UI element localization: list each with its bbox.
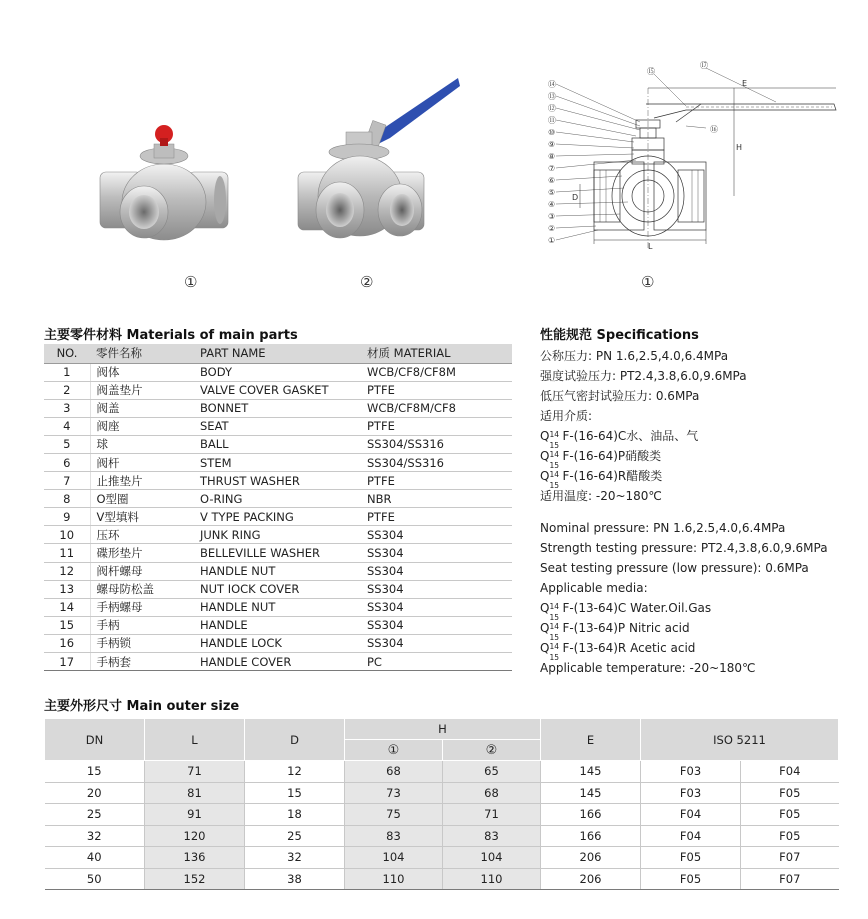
- header-d: D: [245, 719, 345, 761]
- cell: 91: [145, 804, 245, 826]
- spec-media-2-cn: Q 14 15 F-(16-64)P硝酸类: [540, 449, 662, 470]
- cell: 10: [44, 526, 90, 544]
- cell: HANDLE NUT: [194, 562, 361, 580]
- cell: F03: [641, 761, 741, 783]
- spec-media-label-cn: 适用介质:: [540, 409, 593, 423]
- technical-diagram: [536, 58, 848, 254]
- cell: 68: [345, 761, 443, 783]
- cell: 碟形垫片: [90, 544, 194, 562]
- dim-l-label: L: [648, 242, 653, 251]
- cell: 206: [541, 847, 641, 869]
- table-row: [44, 634, 512, 652]
- dim-h-label: H: [736, 143, 743, 152]
- cell: STEM: [194, 453, 361, 471]
- cell: 13: [44, 580, 90, 598]
- spec-nominal-cn: 公称压力: PN 1.6,2.5,4.0,6.4MPa: [540, 349, 729, 363]
- cell: 83: [443, 825, 541, 847]
- materials-title: 主要零件材料 Materials of main parts: [44, 328, 298, 343]
- specs-cn: [540, 346, 747, 506]
- diagram-callout: ⑯: [710, 125, 718, 134]
- cell: PTFE: [361, 381, 512, 399]
- cell: 152: [145, 868, 245, 890]
- table-row: [45, 847, 839, 869]
- header-l: L: [145, 719, 245, 761]
- cell: WCB/CF8/CF8M: [361, 363, 512, 381]
- spec-media-label-en: Applicable media:: [540, 581, 648, 595]
- cell: PTFE: [361, 508, 512, 526]
- cell: 手柄锁: [90, 634, 194, 652]
- cell: 3: [44, 399, 90, 417]
- cell: F04: [641, 825, 741, 847]
- header-dn: DN: [45, 719, 145, 761]
- cell: F04: [741, 761, 839, 783]
- cell: 4: [44, 417, 90, 435]
- cell: SS304: [361, 634, 512, 652]
- cell: F05: [741, 804, 839, 826]
- table-row: [44, 453, 512, 471]
- cell: PTFE: [361, 417, 512, 435]
- cell: BELLEVILLE WASHER: [194, 544, 361, 562]
- diagram-callout: ⑧: [548, 152, 556, 161]
- table-row: [44, 544, 512, 562]
- cell: 145: [541, 782, 641, 804]
- diagram-callout: ⑭: [548, 80, 556, 89]
- spec-seat-cn: 低压气密封试验压力: 0.6MPa: [540, 389, 700, 403]
- cell: 手柄: [90, 616, 194, 634]
- cell: 2: [44, 381, 90, 399]
- cell: O型圈: [90, 490, 194, 508]
- product-photo-valve-1: [92, 120, 237, 250]
- cell: HANDLE COVER: [194, 653, 361, 671]
- table-row: [45, 868, 839, 890]
- diagram-callout: ⑬: [548, 92, 556, 101]
- cell: 1: [44, 363, 90, 381]
- materials-header-row: [44, 344, 512, 363]
- cell: O-RING: [194, 490, 361, 508]
- diagram-callout: ④: [548, 200, 556, 209]
- cell: 18: [245, 804, 345, 826]
- table-row: [44, 562, 512, 580]
- spec-temp-cn: 适用温度: -20~180℃: [540, 489, 662, 503]
- cell: WCB/CF8M/CF8: [361, 399, 512, 417]
- cell: 120: [145, 825, 245, 847]
- cell: THRUST WASHER: [194, 472, 361, 490]
- spec-media-2-en: Q 14 15 F-(13-64)P Nitric acid: [540, 621, 690, 642]
- cell: 8: [44, 490, 90, 508]
- cell: V TYPE PACKING: [194, 508, 361, 526]
- spec-temp-en: Applicable temperature: -20~180℃: [540, 661, 756, 675]
- table-row: [44, 653, 512, 671]
- cell: 75: [345, 804, 443, 826]
- cell: 81: [145, 782, 245, 804]
- diagram-caption: ①: [641, 273, 655, 291]
- cell: 32: [245, 847, 345, 869]
- header-part-name: PART NAME: [194, 344, 361, 363]
- cell: NBR: [361, 490, 512, 508]
- table-row: [44, 435, 512, 453]
- size-table: [44, 718, 839, 890]
- table-row: [44, 616, 512, 634]
- photo2-caption: ②: [360, 273, 374, 291]
- cell: BONNET: [194, 399, 361, 417]
- cell: 15: [245, 782, 345, 804]
- diagram-callout: ⑰: [700, 61, 708, 70]
- cell: 12: [44, 562, 90, 580]
- cell: F04: [641, 804, 741, 826]
- cell: BALL: [194, 435, 361, 453]
- table-row: [44, 417, 512, 435]
- cell: HANDLE: [194, 616, 361, 634]
- cell: 阀体: [90, 363, 194, 381]
- cell: 14: [44, 598, 90, 616]
- cell: VALVE COVER GASKET: [194, 381, 361, 399]
- cell: SS304/SS316: [361, 435, 512, 453]
- cell: 68: [443, 782, 541, 804]
- cell: 145: [541, 761, 641, 783]
- table-row: [45, 761, 839, 783]
- cell: 手柄螺母: [90, 598, 194, 616]
- spec-media-1-en: Q 14 15 F-(13-64)C Water.Oil.Gas: [540, 601, 712, 622]
- diagram-callout: ⑤: [548, 188, 556, 197]
- table-row: [44, 508, 512, 526]
- cell: 65: [443, 761, 541, 783]
- cell: SS304: [361, 580, 512, 598]
- cell: F05: [641, 868, 741, 890]
- cell: 71: [443, 804, 541, 826]
- diagram-callout: ⑨: [548, 140, 556, 149]
- header-h1: ①: [345, 740, 443, 761]
- cell: 20: [45, 782, 145, 804]
- table-row: [45, 804, 839, 826]
- diagram-callout: ⑪: [548, 116, 556, 125]
- diagram-callout: ⑥: [548, 176, 556, 185]
- diagram-callout: ③: [548, 212, 556, 221]
- cell: 9: [44, 508, 90, 526]
- spec-seat-en: Seat testing pressure (low pressure): 0.6MPa: [540, 561, 809, 575]
- table-row: [45, 825, 839, 847]
- cell: 15: [44, 616, 90, 634]
- header-h2: ②: [443, 740, 541, 761]
- cell: SS304: [361, 544, 512, 562]
- cell: 110: [443, 868, 541, 890]
- cell: F05: [741, 782, 839, 804]
- header-no: NO.: [44, 344, 90, 363]
- header-e: E: [541, 719, 641, 761]
- spec-media-3-en: Q 14 15 F-(13-64)R Acetic acid: [540, 641, 696, 662]
- cell: SEAT: [194, 417, 361, 435]
- cell: 阀杆: [90, 453, 194, 471]
- cell: SS304/SS316: [361, 453, 512, 471]
- photo1-caption: ①: [184, 273, 198, 291]
- diagram-callout: ⑮: [647, 67, 655, 76]
- cell: V型填料: [90, 508, 194, 526]
- cell: 11: [44, 544, 90, 562]
- size-title: 主要外形尺寸 Main outer size: [44, 699, 240, 714]
- cell: 166: [541, 825, 641, 847]
- cell: 7: [44, 472, 90, 490]
- cell: 25: [245, 825, 345, 847]
- cell: F05: [641, 847, 741, 869]
- cell: 110: [345, 868, 443, 890]
- cell: 50: [45, 868, 145, 890]
- cell: 止推垫片: [90, 472, 194, 490]
- cell: 阀座: [90, 417, 194, 435]
- cell: HANDLE LOCK: [194, 634, 361, 652]
- table-row: [45, 782, 839, 804]
- cell: 螺母防松盖: [90, 580, 194, 598]
- table-row: [44, 580, 512, 598]
- cell: F07: [741, 847, 839, 869]
- cell: 6: [44, 453, 90, 471]
- spec-nominal-en: Nominal pressure: PN 1.6,2.5,4.0,6.4MPa: [540, 521, 786, 535]
- spec-media-3-cn: Q 14 15 F-(16-64)R醋酸类: [540, 469, 663, 490]
- diagram-callout: ⑦: [548, 164, 556, 173]
- table-row: [44, 526, 512, 544]
- cell: 16: [44, 634, 90, 652]
- dim-d-label: D: [572, 193, 579, 202]
- header-iso: ISO 5211: [641, 719, 839, 761]
- spec-strength-cn: 强度试验压力: PT2.4,3.8,6.0,9.6MPa: [540, 369, 747, 383]
- specs-en: [540, 518, 828, 678]
- cell: 12: [245, 761, 345, 783]
- table-row: [44, 598, 512, 616]
- cell: 38: [245, 868, 345, 890]
- diagram-callout: ②: [548, 224, 556, 233]
- spec-media-1-cn: Q 14 15 F-(16-64)C水、油品、气: [540, 429, 699, 450]
- materials-table: [44, 344, 512, 671]
- cell: HANDLE NUT: [194, 598, 361, 616]
- cell: NUT IOCK COVER: [194, 580, 361, 598]
- cell: 压环: [90, 526, 194, 544]
- cell: 73: [345, 782, 443, 804]
- header-material: 材质 MATERIAL: [361, 344, 512, 363]
- table-row: [44, 363, 512, 381]
- header-part-name-cn: 零件名称: [90, 344, 194, 363]
- specs-title: 性能规范 Specifications: [540, 328, 699, 343]
- cell: 15: [45, 761, 145, 783]
- spec-strength-en: Strength testing pressure: PT2.4,3.8,6.0,9.6MPa: [540, 541, 828, 555]
- blue-handle-icon: [372, 78, 460, 144]
- cell: PTFE: [361, 472, 512, 490]
- cell: JUNK RING: [194, 526, 361, 544]
- cell: 阀盖垫片: [90, 381, 194, 399]
- cell: SS304: [361, 526, 512, 544]
- cell: F03: [641, 782, 741, 804]
- cell: SS304: [361, 562, 512, 580]
- cell: SS304: [361, 616, 512, 634]
- header-h: H: [345, 719, 541, 740]
- table-row: [44, 490, 512, 508]
- cell: 17: [44, 653, 90, 671]
- cell: 40: [45, 847, 145, 869]
- cell: 206: [541, 868, 641, 890]
- cell: 阀盖: [90, 399, 194, 417]
- cell: 32: [45, 825, 145, 847]
- cell: BODY: [194, 363, 361, 381]
- cell: 104: [345, 847, 443, 869]
- diagram-callout: ①: [548, 236, 556, 245]
- dim-e-label: E: [742, 79, 748, 88]
- cell: 71: [145, 761, 245, 783]
- diagram-callout: ⑫: [548, 104, 556, 113]
- cell: 136: [145, 847, 245, 869]
- cell: 阀杆螺母: [90, 562, 194, 580]
- size-header-row: [45, 719, 839, 740]
- cell: 25: [45, 804, 145, 826]
- cell: 83: [345, 825, 443, 847]
- cell: F05: [741, 825, 839, 847]
- cell: PC: [361, 653, 512, 671]
- diagram-callout: ⑩: [548, 128, 556, 137]
- cell: 166: [541, 804, 641, 826]
- cell: SS304: [361, 598, 512, 616]
- cell: 手柄套: [90, 653, 194, 671]
- table-row: [44, 472, 512, 490]
- cell: 球: [90, 435, 194, 453]
- cell: 5: [44, 435, 90, 453]
- table-row: [44, 381, 512, 399]
- product-photo-valve-2: [292, 74, 467, 252]
- cell: F07: [741, 868, 839, 890]
- cell: 104: [443, 847, 541, 869]
- table-row: [44, 399, 512, 417]
